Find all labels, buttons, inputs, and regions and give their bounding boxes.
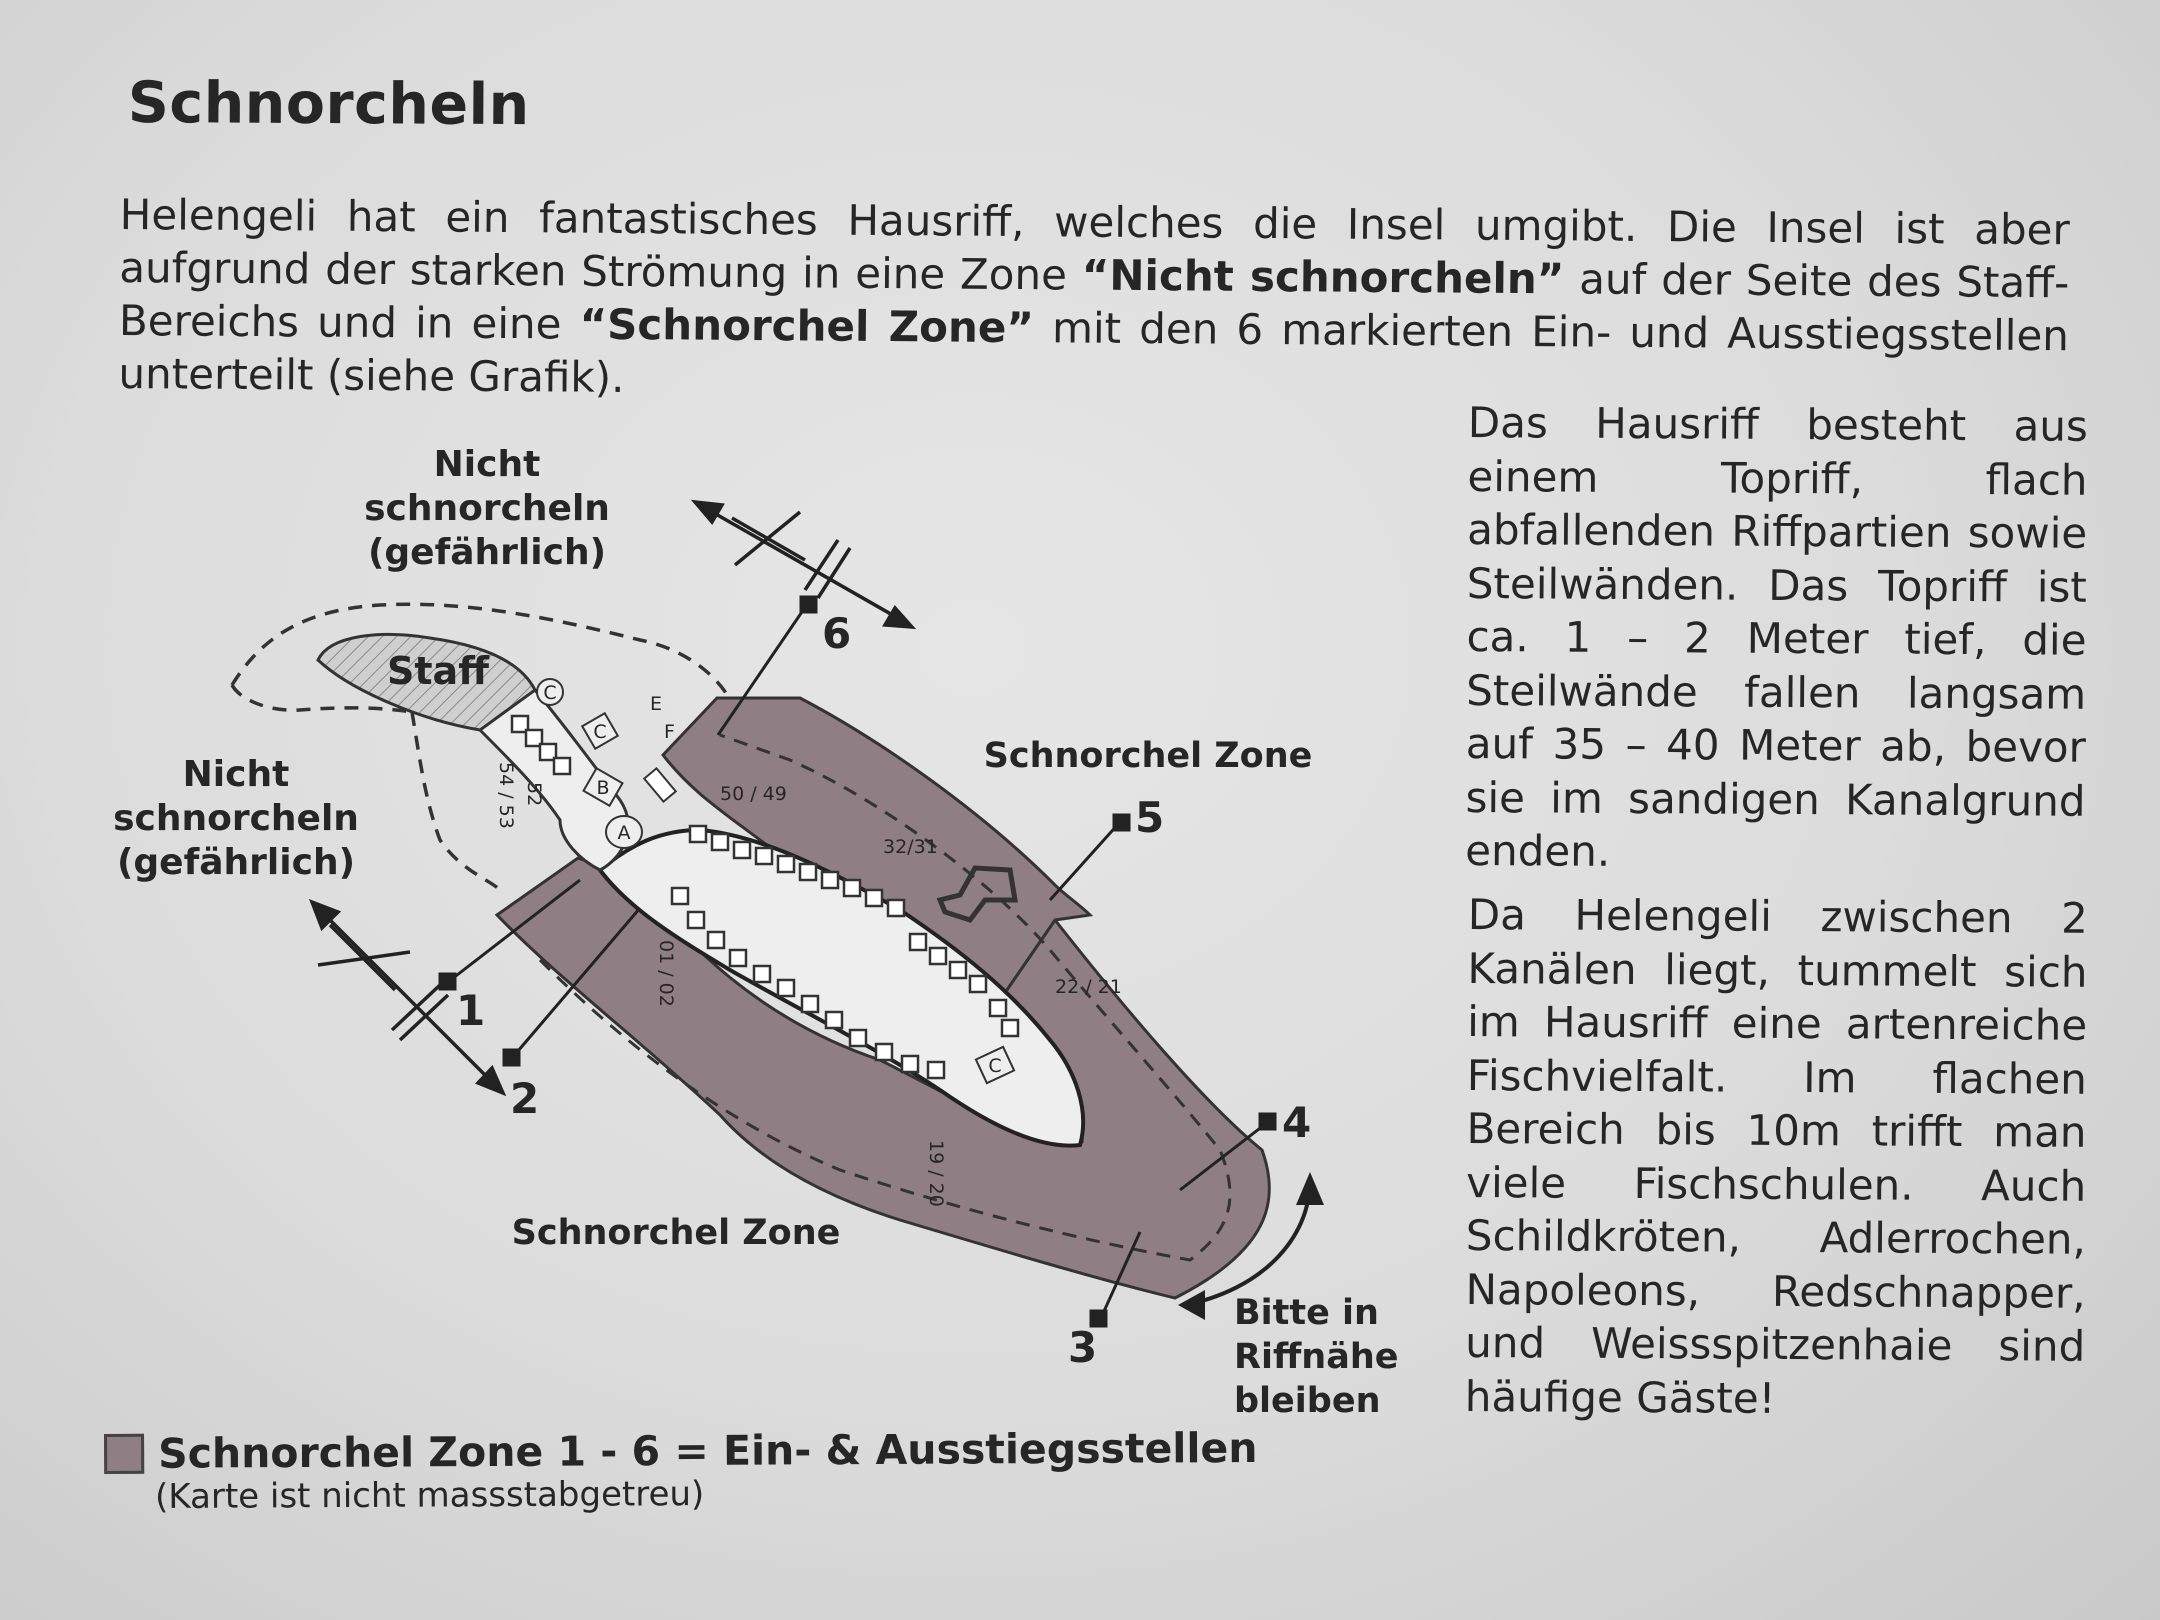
stay-near-reef-line3: bleiben bbox=[1234, 1381, 1381, 1421]
fauna-description-paragraph: Da Helengeli zwischen 2 Kanälen liegt, tummelt sich im Hausriff eine artenreiche Fischvielfalt. Im flachen Bereich bis 10m trifft man viele Fischschulen. Auch Schildkröten, Adlerrochen, Napoleons, Redschnapper, und Weissspitzenhaie sind häufige Gäste! bbox=[1464, 889, 2088, 1423]
no-snorkel-label-top-line1: Nicht bbox=[433, 444, 541, 485]
intro-text-2: auf der Seite des Staff-Bereichs und in eine bbox=[118, 254, 2070, 349]
entry-point-3: 3 bbox=[1068, 1323, 1098, 1372]
entry-point-4: 4 bbox=[1282, 1098, 1312, 1147]
svg-text:54 / 53: 54 / 53 bbox=[495, 762, 517, 829]
stay-near-reef-line1: Bitte in bbox=[1234, 1293, 1379, 1333]
svg-text:22 / 21: 22 / 21 bbox=[1055, 976, 1122, 998]
legend-text: Schnorchel Zone 1 - 6 = Ein- & Ausstiegsstellen bbox=[157, 1423, 1258, 1478]
legend bbox=[104, 1424, 1258, 1478]
no-snorkel-label-top-line3: (gefährlich) bbox=[367, 532, 607, 573]
page-title: Schnorcheln bbox=[127, 70, 530, 139]
snorkel-zone-label-right: Schnorchel Zone bbox=[983, 736, 1313, 776]
no-snorkel-label-left-line2: schnorcheln bbox=[113, 798, 359, 839]
entry-point-1: 1 bbox=[456, 986, 486, 1035]
no-snorkel-label-left-line1: Nicht bbox=[182, 754, 290, 795]
scale-note: (Karte ist nicht massstabgetreu) bbox=[155, 1474, 705, 1517]
svg-text:C: C bbox=[988, 1055, 1002, 1077]
svg-text:A: A bbox=[617, 822, 631, 844]
no-snorkel-label-top-line2: schnorcheln bbox=[364, 488, 610, 529]
no-snorkel-label-left-line3: (gefährlich) bbox=[116, 842, 356, 883]
svg-text:C: C bbox=[543, 682, 557, 704]
stay-near-reef-line2: Riffnähe bbox=[1234, 1337, 1399, 1377]
svg-text:F: F bbox=[664, 721, 675, 743]
svg-text:B: B bbox=[596, 777, 610, 799]
intro-no-snorkel-term: “Nicht schnorcheln” bbox=[1081, 250, 1565, 304]
reef-description-paragraph: Das Hausriff besteht aus einem Topriff, flach abfallenden Riffpartien sowie Steilwänden. Das Topriff ist ca. 1 – 2 Meter tief, die Steilwände fallen langsam auf 35 – 40 Meter ab, bevor sie im sandigen Kanalgrund enden. bbox=[1465, 397, 2088, 876]
legend-swatch bbox=[104, 1434, 144, 1474]
intro-text-1: Helengeli hat ein fantastisches Hausriff, welches die Insel umgibt. Die Insel ist aber aufgrund der starken Strömung in eine Zone bbox=[119, 189, 2070, 300]
svg-text:01 / 02: 01 / 02 bbox=[655, 940, 677, 1007]
svg-text:50 / 49: 50 / 49 bbox=[720, 783, 787, 805]
svg-text:52: 52 bbox=[523, 782, 545, 807]
svg-text:C: C bbox=[593, 721, 607, 743]
intro-snorkel-zone-term: “Schnorchel Zone” bbox=[579, 299, 1035, 353]
entry-point-5: 5 bbox=[1135, 793, 1165, 842]
svg-text:32/31: 32/31 bbox=[883, 836, 938, 858]
svg-text:19 / 20: 19 / 20 bbox=[925, 1140, 947, 1207]
snorkel-zone-label-bottom: Schnorchel Zone bbox=[511, 1213, 841, 1253]
entry-point-6: 6 bbox=[822, 609, 852, 658]
staff-label: Staff bbox=[387, 649, 489, 693]
entry-point-2: 2 bbox=[510, 1074, 540, 1123]
intro-text-3: mit den 6 markierten Ein- und Ausstiegsstellen unterteilt (siehe Grafik). bbox=[118, 303, 2070, 402]
svg-text:E: E bbox=[650, 693, 663, 715]
